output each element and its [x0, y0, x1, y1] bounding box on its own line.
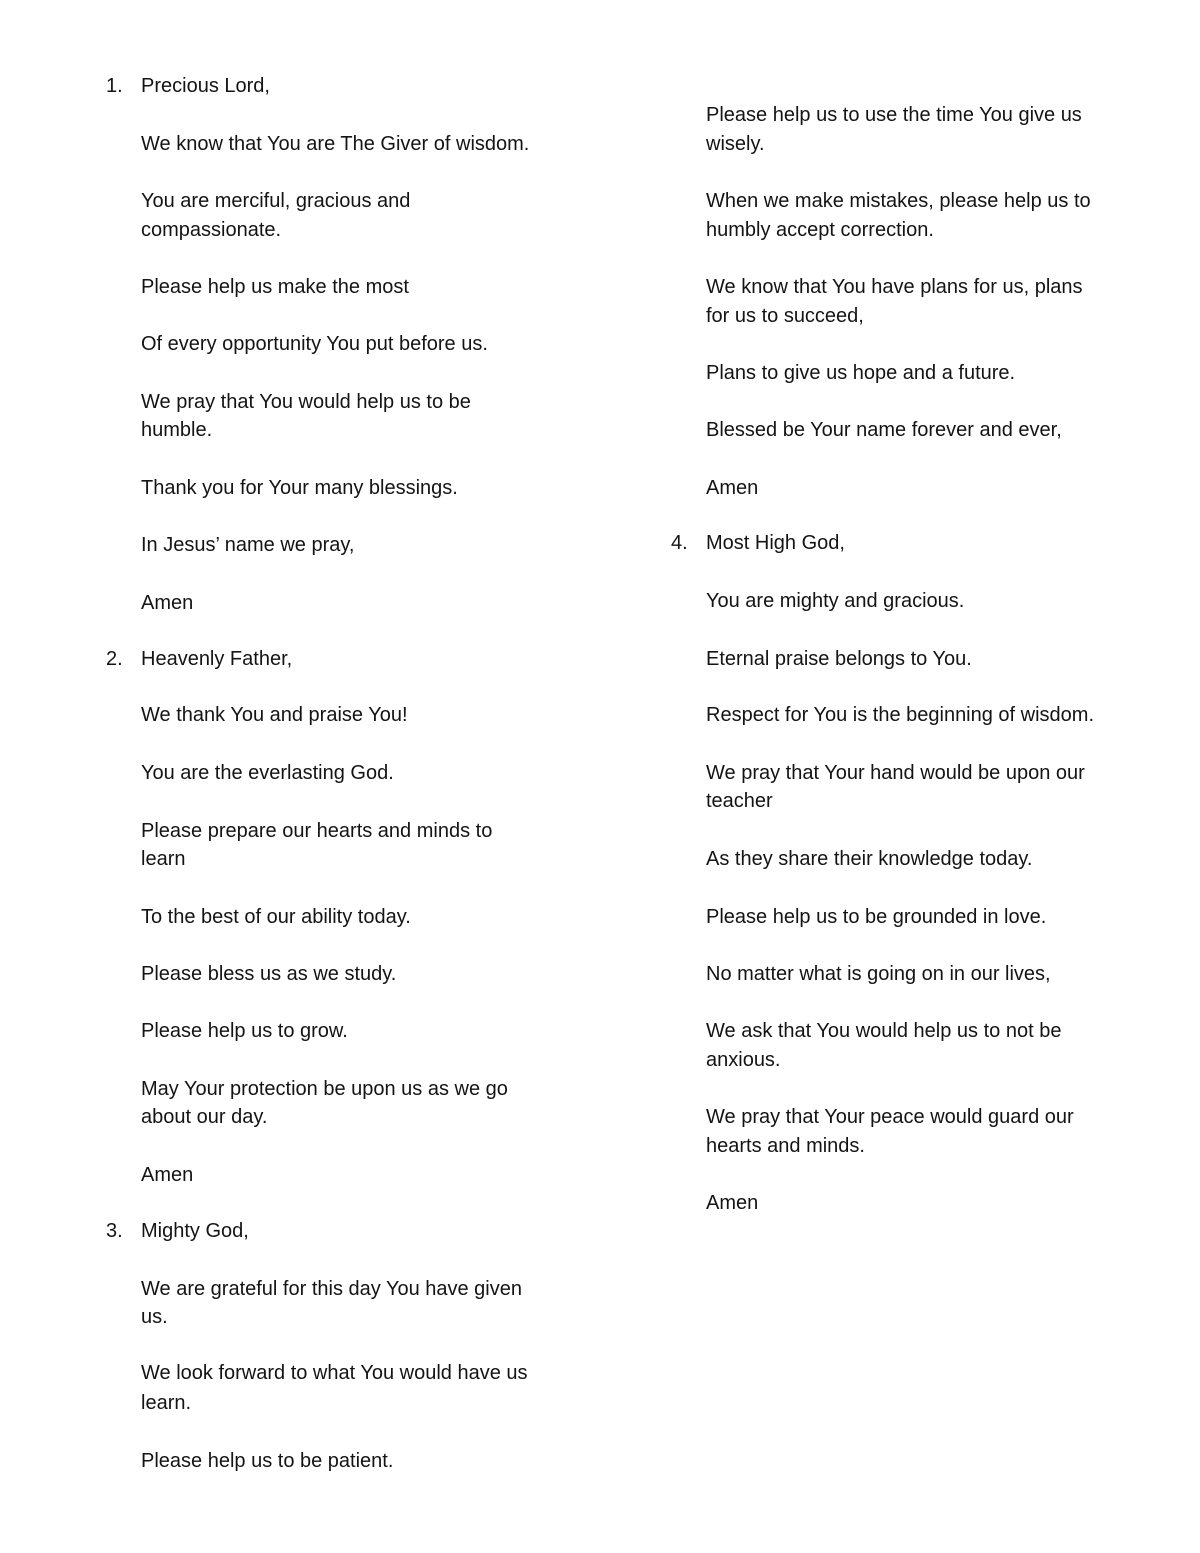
- prayer-3-line-2: us.: [141, 1306, 168, 1328]
- prayer-4-line-2: Eternal praise belongs to You.: [706, 648, 972, 670]
- prayer-1-line-9: In Jesus’ name we pray,: [141, 534, 355, 556]
- prayer-3-line-10: We know that You have plans for us, plans: [706, 276, 1083, 298]
- prayer-1-line-10: Amen: [141, 592, 194, 614]
- prayer-2-line-2: You are the everlasting God.: [141, 762, 394, 784]
- prayer-4-line-6: As they share their knowledge today.: [706, 848, 1033, 870]
- prayer-3-line-13: Blessed be Your name forever and ever,: [706, 419, 1062, 441]
- prayer-2-line-1: We thank You and praise You!: [141, 704, 408, 726]
- prayer-1-number: 1.: [106, 75, 123, 97]
- prayer-4-line-4: We pray that Your hand would be upon our: [706, 762, 1085, 784]
- prayer-2-line-9: about our day.: [141, 1106, 268, 1128]
- prayer-1-line-4: Please help us make the most: [141, 276, 409, 298]
- prayer-2-line-5: To the best of our ability today.: [141, 906, 411, 928]
- prayer-3-line-8: When we make mistakes, please help us to: [706, 190, 1091, 212]
- prayer-4-line-13: Amen: [706, 1192, 759, 1214]
- prayer-1-line-3: compassionate.: [141, 219, 282, 241]
- prayer-4-line-9: We ask that You would help us to not be: [706, 1020, 1062, 1042]
- prayer-1-line-1: We know that You are The Giver of wisdom.: [141, 133, 530, 155]
- prayer-2-line-3: Please prepare our hearts and minds to: [141, 820, 493, 842]
- prayer-3-line-5: Please help us to be patient.: [141, 1450, 394, 1472]
- prayer-3-opening: Mighty God,: [141, 1220, 249, 1242]
- prayer-4-line-7: Please help us to be grounded in love.: [706, 906, 1047, 928]
- prayer-3-line-9: humbly accept correction.: [706, 219, 934, 241]
- prayer-4-line-1: You are mighty and gracious.: [706, 590, 965, 612]
- prayer-4-line-8: No matter what is going on in our lives,: [706, 963, 1051, 985]
- prayer-3-line-3: We look forward to what You would have us: [141, 1362, 528, 1384]
- prayer-4-line-12: hearts and minds.: [706, 1135, 865, 1157]
- prayer-4-number: 4.: [671, 532, 688, 554]
- prayer-2-line-8: May Your protection be upon us as we go: [141, 1078, 508, 1100]
- prayer-3-line-7: wisely.: [706, 133, 765, 155]
- prayer-3-line-4: learn.: [141, 1392, 192, 1414]
- prayer-2-line-10: Amen: [141, 1164, 194, 1186]
- prayer-2-line-7: Please help us to grow.: [141, 1020, 348, 1042]
- prayer-4-line-11: We pray that Your peace would guard our: [706, 1106, 1074, 1128]
- prayer-3-line-12: Plans to give us hope and a future.: [706, 362, 1016, 384]
- prayer-3-line-6: Please help us to use the time You give us: [706, 104, 1082, 126]
- prayer-4-line-3: Respect for You is the beginning of wisdom.: [706, 704, 1095, 726]
- prayer-4-line-5: teacher: [706, 790, 773, 812]
- prayer-3-line-11: for us to succeed,: [706, 305, 864, 327]
- prayer-4-opening: Most High God,: [706, 532, 845, 554]
- prayer-1-opening: Precious Lord,: [141, 75, 270, 97]
- prayer-2-line-6: Please bless us as we study.: [141, 963, 397, 985]
- prayer-2-number: 2.: [106, 648, 123, 670]
- prayer-1-line-2: You are merciful, gracious and: [141, 190, 411, 212]
- prayer-1-line-8: Thank you for Your many blessings.: [141, 477, 458, 499]
- prayer-1-line-5: Of every opportunity You put before us.: [141, 333, 488, 355]
- prayer-3-line-1: We are grateful for this day You have given: [141, 1278, 522, 1300]
- prayer-4-line-10: anxious.: [706, 1049, 781, 1071]
- prayer-1-line-7: humble.: [141, 419, 213, 441]
- prayer-2-line-4: learn: [141, 848, 186, 870]
- prayer-3-line-14: Amen: [706, 477, 759, 499]
- prayer-2-opening: Heavenly Father,: [141, 648, 293, 670]
- prayer-1-line-6: We pray that You would help us to be: [141, 391, 471, 413]
- prayer-3-number: 3.: [106, 1220, 123, 1242]
